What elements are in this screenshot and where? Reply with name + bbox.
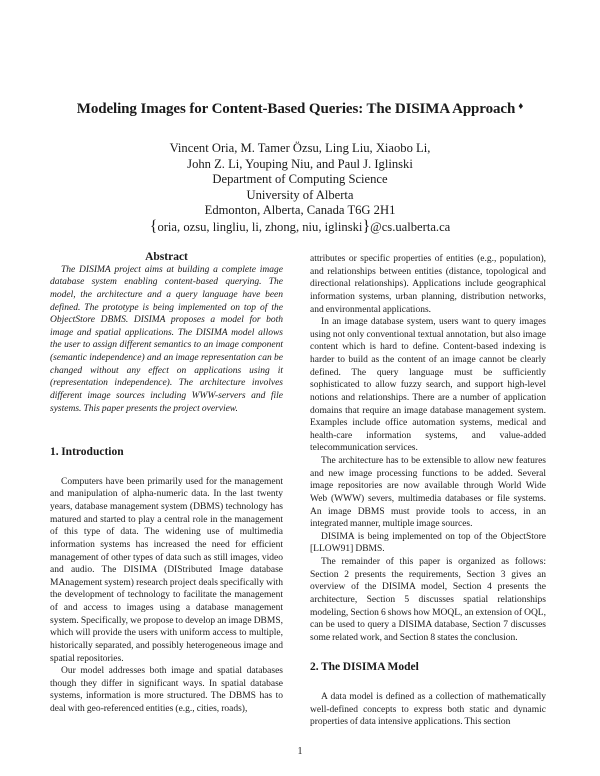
left-column: [50, 251, 283, 716]
author-emails: [80, 219, 520, 236]
author-block: [80, 141, 520, 236]
section-heading-disima-model: 2. The DISIMA Model: [310, 661, 419, 674]
affiliation-department: Department of Computing Science: [212, 172, 388, 187]
email-brace-open: {: [149, 217, 158, 235]
title-footnote-mark: ♦: [518, 101, 524, 112]
author-names-line-1: Vincent Oria, M. Tamer Özsu, Ling Liu, Xiaobo Li,: [169, 141, 431, 155]
email-users: oria, ozsu, lingliu, li, zhong, niu, iglinski: [157, 219, 363, 234]
intro-paragraph-3: attributes or specific properties of entities (e.g., population), and relationships between entities (distance, topological and directional relationships). Applications include geographical information systems, urban planning, distribution networks, and environmental applications.: [310, 254, 546, 315]
affiliation-address: Edmonton, Alberta, Canada T6G 2H1: [204, 203, 396, 218]
intro-paragraph-5: The architecture has to be extensible to allow new features and new image processing functions to be added. Several image repositories are now available through World Wide Web (WWW) severs, multimedia databases or file systems. An image DBMS must provide tools to access, in an integrated manner, multiple image sources.: [310, 456, 546, 530]
page-number: 1: [297, 746, 303, 757]
author-names-line-2: John Z. Li, Youping Niu, and Paul J. Iglinski: [187, 156, 413, 171]
email-brace-close: }: [362, 217, 371, 235]
section-heading-introduction: 1. Introduction: [50, 446, 124, 459]
paper-title: [40, 101, 560, 118]
right-column: [310, 253, 546, 729]
abstract-heading: Abstract: [145, 251, 188, 263]
email-domain: @cs.ualberta.ca: [370, 219, 451, 234]
title-text: Modeling Images for Content-Based Queries: The DISIMA Approach: [76, 101, 516, 117]
model-paragraph-1: A data model is defined as a collection of mathematically well-defined concepts to express both static and dynamic properties of data intensive applications. This section: [310, 692, 546, 728]
affiliation-university: University of Alberta: [246, 187, 354, 202]
abstract-text: The DISIMA project aims at building a complete image database system enabling content-based querying. The model, the architecture and a query language have been defined. The prototype is being implemented on top of the ObjectStore DBMS. DISIMA proposes a model for both image and spatial applications. The DISIMA model allows the user to assign different semantics to an image component (semantic independence) and an image representation can be changed without any effect on applications using it (representation independence). The architecture involves different image sources including WWW-servers and file systems. This paper presents the project overview.: [50, 264, 283, 414]
intro-paragraph-2: Our model addresses both image and spatial databases though they differ in significant ways. In spatial database systems, information is more structured. The DBMS has to deal with geo-referenced entities (e.g., cities, roads),: [50, 666, 283, 714]
intro-paragraph-4: In an image database system, users want to query images using not only conventional textual annotation, but also image content which is hard to define. Content-based indexing is harder to build as the content of an image cannot be clearly defined. The query language must be sufficiently sophisticated to allow fuzzy search, and support high-level notions and relationships. There are a number of application domains that require an image database management system. Examples include office automation systems, medical and health-care information systems, and value-added telecommunication services.: [310, 317, 546, 454]
intro-paragraph-7: The remainder of this paper is organized as follows: Section 2 presents the requirements, Section 3 gives an overview of the DISIMA model, Section 4 presents the architecture, Section 5 discusses spatial relationships modeling, Section 6 shows how MOQL, an extension of OQL, can be used to query a DISIMA database, Section 7 discusses some related work, and Section 8 states the conclusion.: [310, 557, 546, 643]
intro-paragraph-1: Computers have been primarily used for the management and manipulation of alpha-numeric data. In the last twenty years, database management system (DBMS) technology has matured and started to play a central role in the management of this type of data. The widening use of multimedia information systems has increased the need for efficient management of other types of data such as still images, video and audio. The DISIMA (DIStributed Image database MAnagement system) research project deals specifically with the development of technology to facilitate the management of and access to images using a database management system. Specifically, we propose to develop an image DBMS, which will provide the users with uniform access to multiple, historically separated, and possibly heterogeneous image and spatial repositories.: [50, 476, 283, 664]
intro-paragraph-6: DISIMA is being implemented on top of the ObjectStore [LLOW91] DBMS.: [310, 531, 546, 555]
